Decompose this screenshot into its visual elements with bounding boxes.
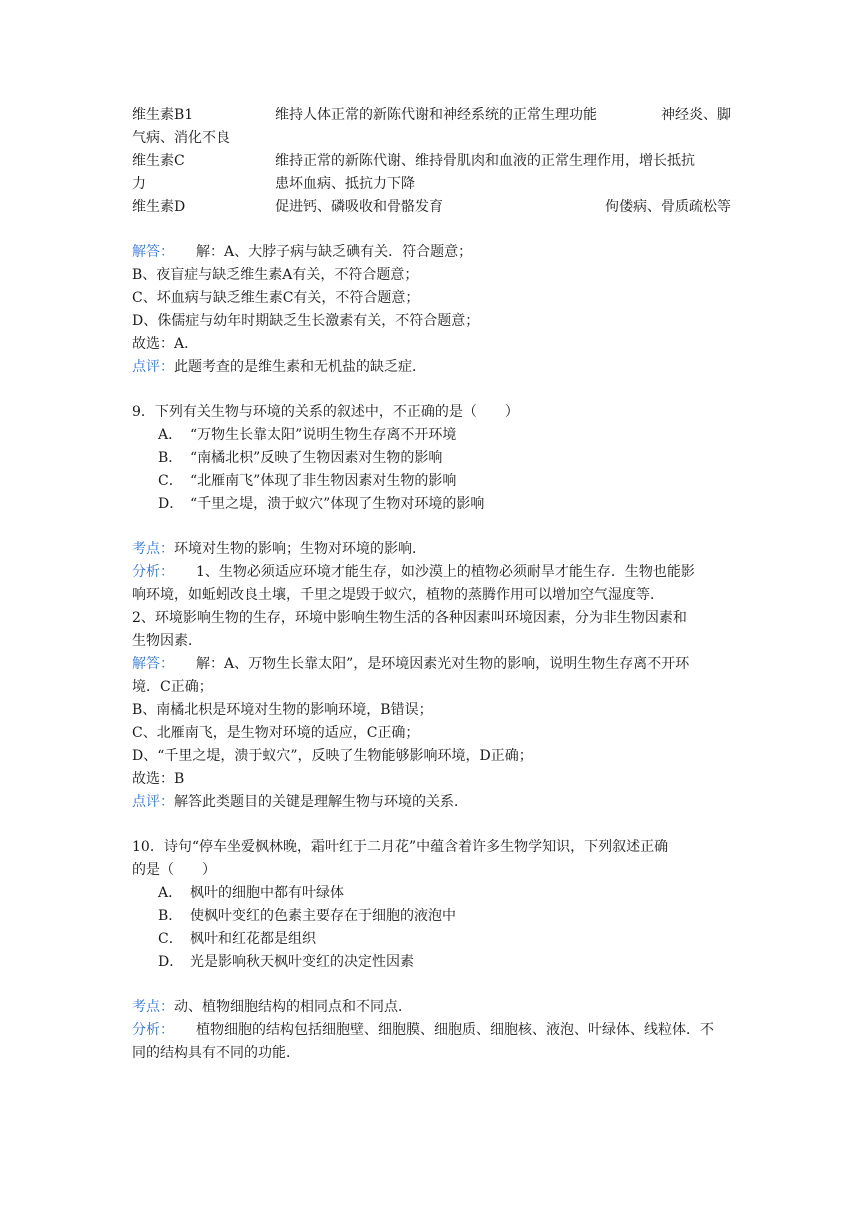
vitamin-b1-deficiency: 神经炎、脚	[661, 107, 731, 123]
q8-answer-line-3: C、坏血病与缺乏维生素C有关，不符合题意；	[132, 290, 420, 306]
q10-stem-line-2: 的是（ ）	[132, 862, 216, 878]
q10-option-a: A． 枫叶的细胞中都有叶绿体	[158, 885, 344, 901]
vitamin-b1-function: 维持人体正常的新陈代谢和神经系统的正常生理功能	[275, 107, 597, 123]
q9-answer-line-5: D、“千里之堤，溃于蚁穴”，反映了生物能够影响环境，D正确；	[132, 748, 533, 764]
q9-stem: 9．下列有关生物与环境的关系的叙述中，不正确的是（ ）	[132, 404, 519, 420]
q9-analysis-line-4: 生物因素．	[132, 633, 202, 649]
q9-comment-label: 点评：	[132, 794, 174, 810]
q9-comment: 点评：解答此类题目的关键是理解生物与环境的关系．	[132, 794, 468, 810]
q9-answer-line-1: 解答： 解：A、万物生长靠太阳”，是环境因素光对生物的影响，说明生物生存离不开环	[132, 656, 690, 672]
q9-topic: 考点：环境对生物的影响；生物对环境的影响．	[132, 541, 426, 557]
q9-option-d: D． “千里之堤，溃于蚁穴”体现了生物对环境的影响	[158, 496, 485, 512]
q9-answer-line-6: 故选：B	[132, 771, 185, 787]
q9-answer-line-2: 境．C正确；	[132, 679, 213, 695]
vitamin-b1-name: 维生素B1	[132, 107, 194, 123]
q9-analysis-line-1: 分析： 1、生物必须适应环境才能生存，如沙漠上的植物必须耐旱才能生存．生物也能影	[132, 564, 695, 580]
q10-analysis-line-1: 分析： 植物细胞的结构包括细胞壁、细胞膜、细胞质、细胞核、液泡、叶绿体、线粒体．不	[132, 1022, 714, 1038]
q9-topic-label: 考点：	[132, 541, 174, 557]
q8-comment-label: 点评：	[132, 359, 174, 375]
q10-stem-line-1: 10．诗句“停车坐爱枫林晚，霜叶红于二月花”中蕴含着许多生物学知识，下列叙述正确	[132, 839, 669, 855]
q10-analysis-line-2: 同的结构具有不同的功能．	[132, 1045, 300, 1061]
q9-analysis-line-2: 响环境，如蚯蚓改良土壤，千里之堤毁于蚁穴，植物的蒸腾作用可以增加空气湿度等．	[132, 587, 664, 603]
q9-answer-label: 解答：	[132, 656, 174, 672]
vitamin-c-deficiency: 患坏血病、抵抗力下降	[275, 176, 415, 192]
vitamin-b1-deficiency-cont: 气病、消化不良	[132, 130, 230, 146]
q9-option-c: C． “北雁南飞”体现了非生物因素对生物的影响	[158, 473, 457, 489]
q9-answer-line-3: B、南橘北枳是环境对生物的影响环境，B错误；	[132, 702, 433, 718]
q8-answer-label: 解答：	[132, 244, 174, 260]
q8-answer-line-5: 故选：A．	[132, 336, 199, 352]
q10-analysis-label: 分析：	[132, 1022, 174, 1038]
vitamin-d-name: 维生素D	[132, 199, 186, 215]
q10-topic: 考点：动、植物细胞结构的相同点和不同点．	[132, 999, 412, 1015]
q8-answer-line-4: D、侏儒症与幼年时期缺乏生长激素有关，不符合题意；	[132, 313, 480, 329]
q9-option-a: A． “万物生长靠太阳”说明生物生存离不开环境	[158, 427, 457, 443]
q10-option-c: C． 枫叶和红花都是组织	[158, 931, 316, 947]
q9-answer-line-4: C、北雁南飞，是生物对环境的适应，C正确；	[132, 725, 420, 741]
q8-answer-line-1: 解答： 解：A、大脖子病与缺乏碘有关．符合题意；	[132, 244, 473, 260]
q9-analysis-line-3: 2、环境影响生物的生存，环境中影响生物生活的各种因素叫环境因素，分为非生物因素和	[132, 610, 687, 626]
q10-option-d: D． 光是影响秋天枫叶变红的决定性因素	[158, 954, 414, 970]
vitamin-d-deficiency: 佝偻病、骨质疏松等	[605, 199, 731, 215]
q9-option-b: B． “南橘北枳”反映了生物因素对生物的影响	[158, 450, 443, 466]
q8-comment: 点评：此题考查的是维生素和无机盐的缺乏症．	[132, 359, 426, 375]
q10-topic-label: 考点：	[132, 999, 174, 1015]
vitamin-c-name: 维生素C	[132, 153, 185, 169]
vitamin-c-function: 维持正常的新陈代谢、维持骨肌肉和血液的正常生理作用，增长抵抗	[275, 153, 695, 169]
q8-answer-line-2: B、夜盲症与缺乏维生素A有关，不符合题意；	[132, 267, 419, 283]
vitamin-c-function-cont: 力	[132, 176, 146, 192]
q10-option-b: B． 使枫叶变红的色素主要存在于细胞的液泡中	[158, 908, 456, 924]
vitamin-d-function: 促进钙、磷吸收和骨骼发育	[275, 199, 443, 215]
q9-analysis-label: 分析：	[132, 564, 174, 580]
